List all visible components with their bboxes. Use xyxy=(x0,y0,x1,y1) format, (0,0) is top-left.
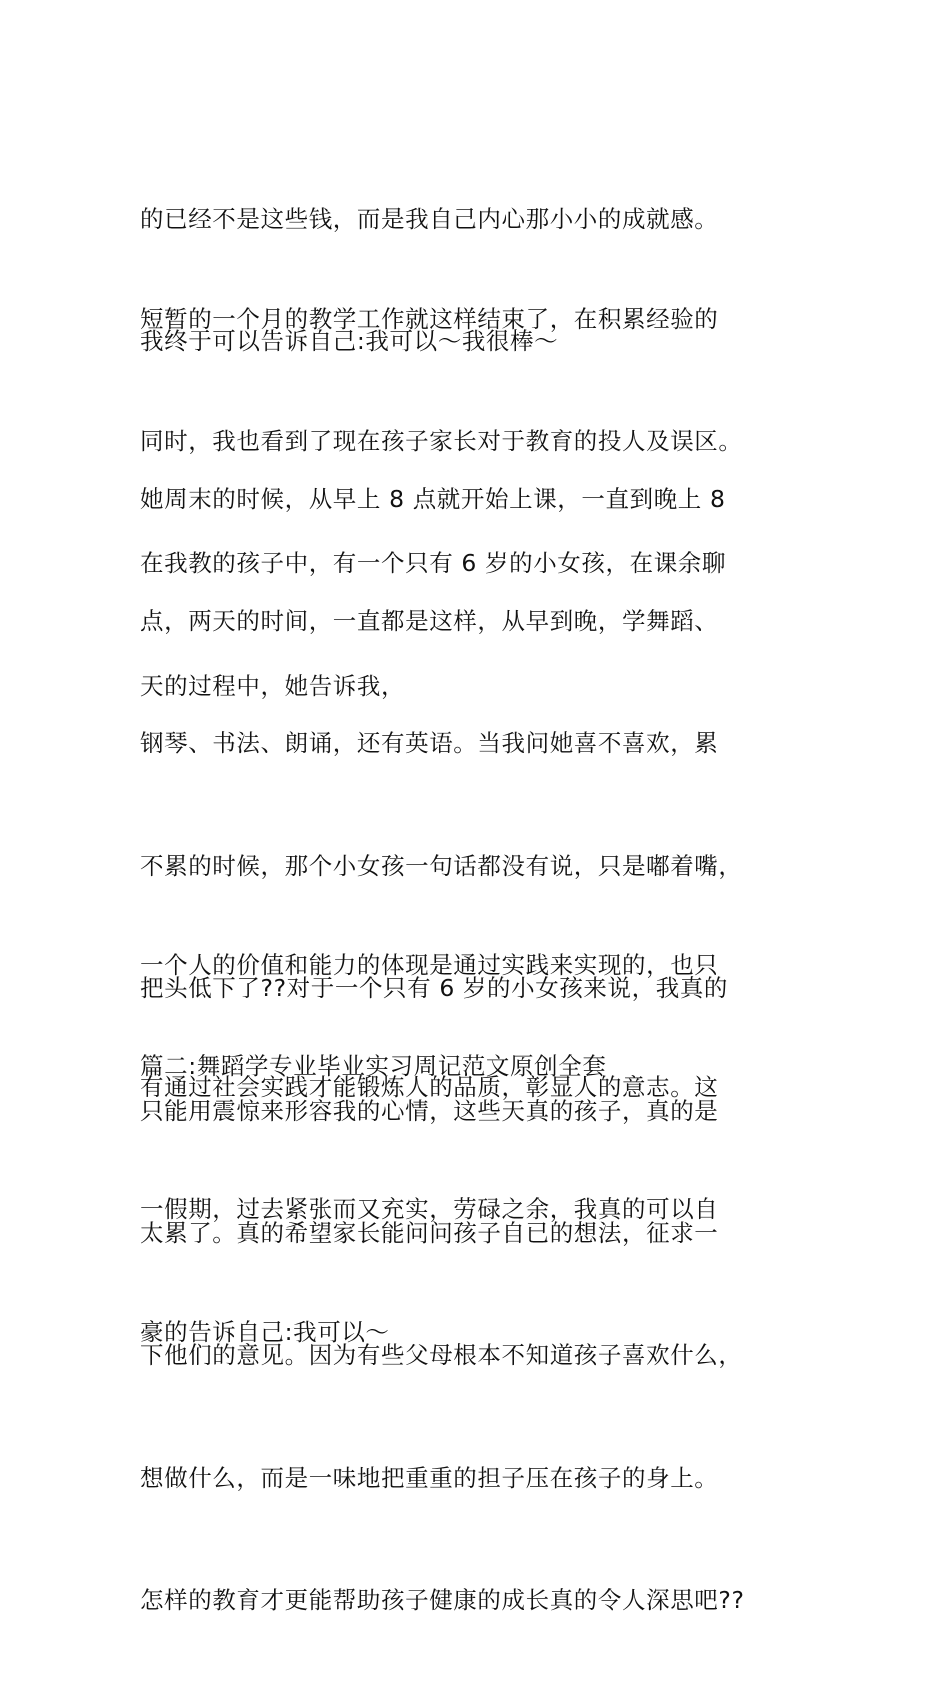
text-line: 同时，我也看到了现在孩子家长对于教育的投人及误区。 xyxy=(140,426,743,455)
text-line: 钢琴、书法、朗诵，还有英语。当我问她喜不喜欢，累 xyxy=(140,729,719,758)
text-line: 怎样的教育才更能帮助孩子健康的成长真的令人深思吧?? xyxy=(140,1586,745,1615)
text-line: 把头低下了??对于一个只有 6 岁的小女孩来说，我真的 xyxy=(140,974,729,1003)
text-line: 她周末的时候，从早上 8 点就开始上课，一直到晚上 8 xyxy=(140,484,726,513)
text-line: 一假期，过去紧张而又充实，劳碌之余，我真的可以自 xyxy=(140,1195,719,1224)
text-line: 想做什么，而是一味地把重重的担子压在孩子的身上。 xyxy=(140,1463,719,1492)
text-line: 在我教的孩子中，有一个只有 6 岁的小女孩，在课余聊 xyxy=(140,549,726,578)
text-line: 的已经不是这些钱，而是我自己内心那小小的成就感。 xyxy=(140,204,719,233)
text-line: 豪的告诉自己:我可以～ xyxy=(140,1317,390,1346)
text-line: 不累的时候，那个小女孩一句话都没有说，只是嘟着嘴， xyxy=(140,851,743,880)
text-line: 有通过社会实践才能锻炼人的品质，彰显人的意志。这 xyxy=(140,1072,719,1101)
text-line: 只能用震惊来形容我的心情，这些天真的孩子，真的是 xyxy=(140,1096,719,1125)
text-line: 天的过程中，她告诉我， xyxy=(140,671,406,700)
paragraph-4 xyxy=(140,863,718,1434)
text-line: 点，两天的时间，一直都是这样，从早到晚，学舞蹈、 xyxy=(140,606,719,635)
text-line: 短暂的一个月的教学工作就这样结束了，在积累经验的 xyxy=(140,304,719,333)
text-line: 一个人的价值和能力的体现是通过实践来实现的，也只 xyxy=(140,950,719,979)
section-heading: 篇二:舞蹈学专业毕业实习周记范文原创全套 xyxy=(140,1052,607,1080)
text-line: 我终于可以告诉自己:我可以～我很棒～ xyxy=(140,326,559,355)
text-line: 太累了。真的希望家长能问问孩子自已的想法，征求一 xyxy=(140,1218,719,1247)
text-line: 下他们的意见。因为有些父母根本不知道孩子喜欢什么， xyxy=(140,1341,743,1370)
